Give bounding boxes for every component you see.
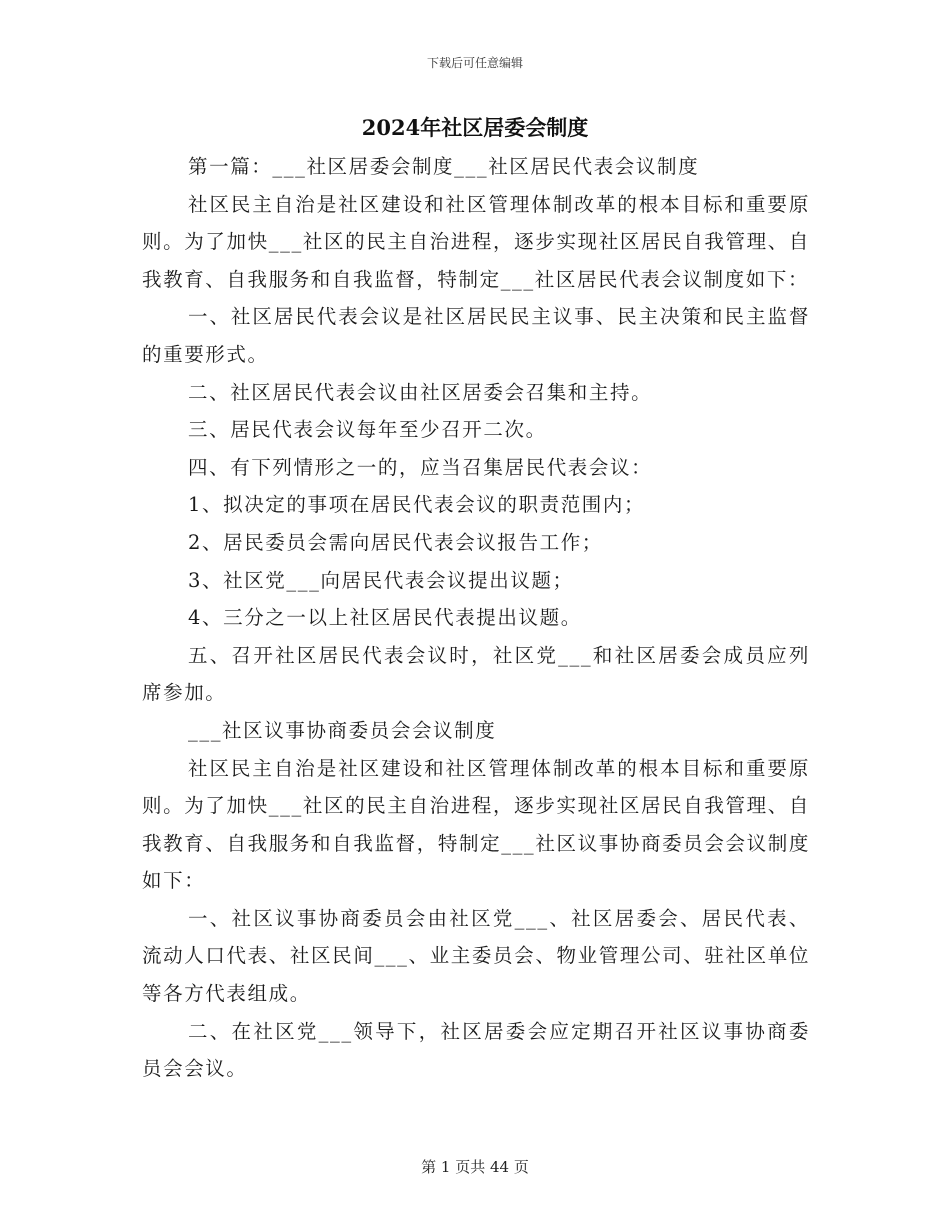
body-paragraph: 一、社区居民代表会议是社区居民民主议事、民主决策和民主监督的重要形式。 xyxy=(142,305,810,366)
body-paragraph: 二、社区居民代表会议由社区居委会召集和主持。 xyxy=(188,380,653,404)
section-heading: ___社区议事协商委员会会议制度 xyxy=(188,718,497,742)
section-heading: 第一篇：___社区居委会制度___社区居民代表会议制度 xyxy=(188,155,700,178)
body-paragraph: 五、召开社区居民代表会议时，社区党___和社区居委会成员应列席参加。 xyxy=(142,643,810,705)
header-note: 下载后可任意编辑 xyxy=(426,56,523,70)
body-paragraph: 二、在社区党___领导下，社区居委会应定期召开社区议事协商委员会会议。 xyxy=(142,1019,810,1081)
document-body xyxy=(142,148,810,1088)
list-item: 4、三分之一以上社区居民代表提出议题。 xyxy=(188,606,582,630)
document-title: 2024年社区居委会制度 xyxy=(361,115,589,140)
body-paragraph: 社区民主自治是社区建设和社区管理体制改革的根本目标和重要原则。为了加快___社区的民主自治进程，逐步实现社区居民自我管理、自我教育、自我服务和自我监督，特制定___社区居民代表会议制度如下： xyxy=(142,192,810,291)
page-indicator: 第 1 页共 44 页 xyxy=(421,1158,529,1176)
body-paragraph: 社区民主自治是社区建设和社区管理体制改革的根本目标和重要原则。为了加快___社区的民主自治进程，逐步实现社区居民自我管理、自我教育、自我服务和自我监督，特制定___社区议事协商委员会会议制度如下： xyxy=(142,756,810,893)
body-paragraph: 四、有下列情形之一的，应当召集居民代表会议： xyxy=(188,455,653,479)
list-item: 1、拟决定的事项在居民代表会议的职责范围内； xyxy=(188,493,646,517)
list-item: 3、社区党___向居民代表会议提出议题； xyxy=(188,568,574,592)
body-paragraph: 三、居民代表会议每年至少召开二次。 xyxy=(188,418,547,442)
list-item: 2、居民委员会需向居民代表会议报告工作； xyxy=(188,530,603,554)
body-paragraph: 一、社区议事协商委员会由社区党___、社区居委会、居民代表、流动人口代表、社区民间___、业主委员会、物业管理公司、驻社区单位等各方代表组成。 xyxy=(142,906,810,1006)
